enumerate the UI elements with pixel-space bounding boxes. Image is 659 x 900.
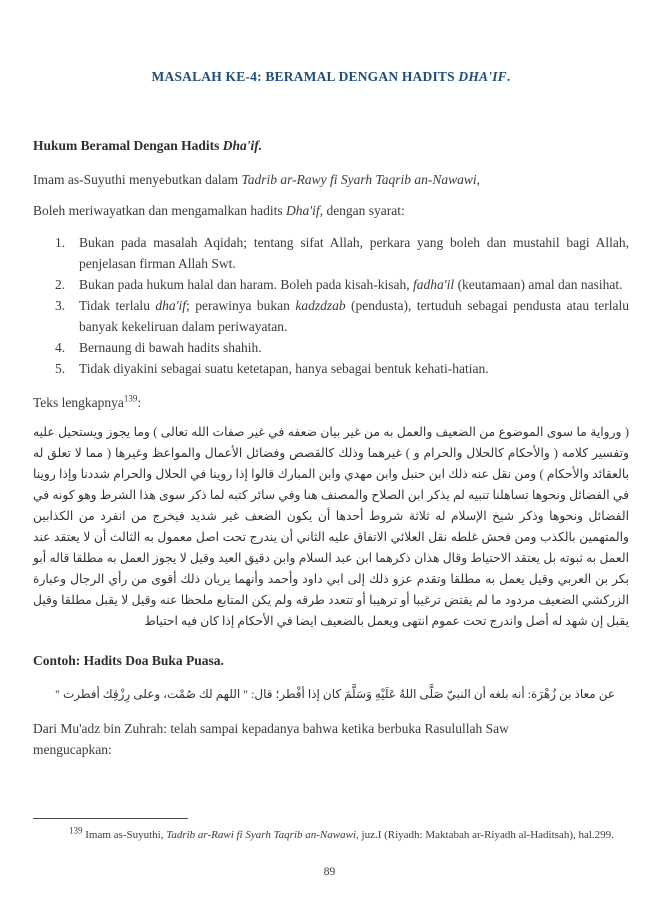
- text-segment: Imam as-Suyuthi menyebutkan dalam: [33, 172, 242, 187]
- list-item-text: [79, 337, 629, 358]
- text-segment: Tidak terlalu: [79, 298, 156, 313]
- document-title: [33, 66, 629, 87]
- text-segment: Bukan pada hukum halal dan haram. Boleh pada kisah-kisah,: [79, 277, 414, 292]
- text-segment: ,: [476, 172, 480, 187]
- footnote-separator-line: [33, 818, 188, 819]
- list-item-number: 5.: [55, 361, 66, 376]
- text-segment: (keutamaan) amal dan nasihat.: [454, 277, 623, 292]
- hadith-arabic-line: عن معاذ بن زُهْرَة: أنه بلغه أن النبيّ صَلَّى اللهُ عَلَيْهِ وَسَلَّمَ كان إذا أفْطر؛ قال: " اللهم لك صُمْت، وعلى رِزْقِك أفطرت ": [55, 687, 615, 701]
- term-italic: dha'if: [155, 298, 187, 313]
- list-item-number: 4.: [55, 340, 66, 355]
- term-italic: Dha'if: [286, 203, 320, 218]
- teks-lengkapnya-label: [33, 392, 629, 413]
- list-item: [33, 337, 629, 358]
- list-item: [33, 295, 629, 337]
- list-item-number: 3.: [55, 298, 66, 313]
- syarat-list: [33, 232, 629, 379]
- text-segment: ; perawinya bukan: [186, 298, 296, 313]
- text-segment: , dengan syarat:: [319, 203, 405, 218]
- list-item: [33, 274, 629, 295]
- text-segment: Imam as-Suyuthi,: [82, 829, 167, 841]
- text-segment: :: [137, 395, 142, 410]
- footnote-area: [33, 818, 629, 844]
- list-item-number: 2.: [55, 277, 66, 292]
- text-segment: Tidak diyakini sebagai suatu ketetapan, hanya sebagai bentuk kehati-hatian.: [79, 361, 489, 376]
- list-item: [33, 358, 629, 379]
- list-item-text: [79, 295, 629, 337]
- book-title-italic: Tadrib ar-Rawy fi Syarh Taqrib an-Nawawi: [241, 172, 477, 187]
- list-item-text: [79, 232, 629, 274]
- heading-text: Hukum Beramal Dengan Hadits: [33, 138, 223, 153]
- list-item-text: [79, 274, 629, 295]
- text-segment: (pendusta), tertuduh sebagai pendusta atau terlalu banyak kekeliruan dalam periwayatan.: [79, 298, 630, 334]
- section-heading-hukum: [33, 135, 629, 156]
- arabic-quote-block: ( ورواية ما سوى الموضوع من الضعيف والعمل به من غير بيان ضعفه في غير صفات الله تعالى ) وما يجوز ويستحيل عليه وتفسير كلامه ( والأحكام كالحلال والحرام و ) غيرهما وذلك كالقصص وفضائل الأعمال والمواعظ وغيرها ( مما لا تعلق له بالعقائد والأحكام ) ومن نقل عنه ذلك ابن حنبل وابن مهدي وابن المبارك قالوا إذا روينا في الحلال والحرام شددنا وإذا روينا في الفضائل ونحوها تساهلنا تنبيه لم يذكر ابن الصلاح والمصنف هنا وفي سائر كتبه لما ذكر سوى هذا الشرط وهو كونه في الفضائل ونحوها وذكر شيخ الإسلام له ثلاثة شروط أحدها أن يكون الضعف غير شديد فيخرج من انفرد من الكذابين والمتهمين بالكذب ومن فحش غلطه نقل العلائي الاتفاق عليه الثاني أن يندرج تحت اصل معمول به الثالث أن لا يعتقد عند العمل به ثبوته بل يعتقد الاحتياط وقال هذان ذكرهما ابن عبد السلام وابن دقيق العيد وقيل لا يجوز العمل به مطلقا قاله أبو بكر بن العربي وقيل يعمل به مطلقا وتقدم عزو ذلك إلى ابي داود وأحمد وأنهما يريان ذلك أقوى من رأي الرجال وعبارة الزركشي الضعيف مردود ما لم يقتض ترغيبا أو ترهيبا أو تتعدد طرقه ولم يكن المتابع ملحظا عنه وقيل لا يقبل مطلقا وقيل يقبل إن شهد له أصل واندرج تحت عموم انتهى ويعمل بالضعيف ايضا في الأحكام إذا كان فيه احتياط: [33, 425, 629, 628]
- text-segment: Bernaung di bawah hadits shahih.: [79, 340, 262, 355]
- title-italic-text: DHA'IF: [458, 69, 507, 84]
- paragraph-dari: Dari Mu'adz bin Zuhrah: telah sampai kepadanya bahwa ketika berbuka Rasulullah Saw mengucapkan:: [33, 721, 509, 757]
- page-number: 89: [323, 866, 336, 878]
- paragraph-imam: [33, 169, 629, 190]
- footnote-number: 139: [69, 825, 83, 836]
- list-item-text: [79, 358, 629, 379]
- text-segment: , juz.I (Riyadh: Maktabah ar-Riyadh al-Haditsah), hal.299.: [356, 829, 614, 841]
- contoh-heading: Contoh: Hadits Doa Buka Puasa.: [33, 653, 224, 668]
- book-title-italic: Tadrib ar-Rawi fi Syarh Taqrib an-Nawawi: [166, 829, 357, 841]
- text-segment: Bukan pada masalah Aqidah; tentang sifat Allah, perkara yang boleh dan mustahil bagi Allah, penjelasan firman Allah Swt.: [79, 235, 629, 271]
- term-italic: fadha'il: [413, 277, 455, 292]
- term-italic: kadzdzab: [295, 298, 346, 313]
- footnote: [33, 826, 629, 844]
- text-segment: Teks lengkapnya: [33, 395, 124, 410]
- list-item-number: 1.: [55, 235, 66, 250]
- paragraph-boleh: [33, 200, 629, 221]
- footnote-reference: 139: [123, 393, 138, 404]
- text-segment: Boleh meriwayatkan dan mengamalkan hadits: [33, 203, 287, 218]
- title-text: MASALAH KE-4: BERAMAL DENGAN HADITS: [151, 69, 459, 84]
- title-suffix: .: [506, 69, 511, 84]
- heading-italic-text: Dha'if.: [222, 138, 263, 153]
- list-item: [33, 232, 629, 274]
